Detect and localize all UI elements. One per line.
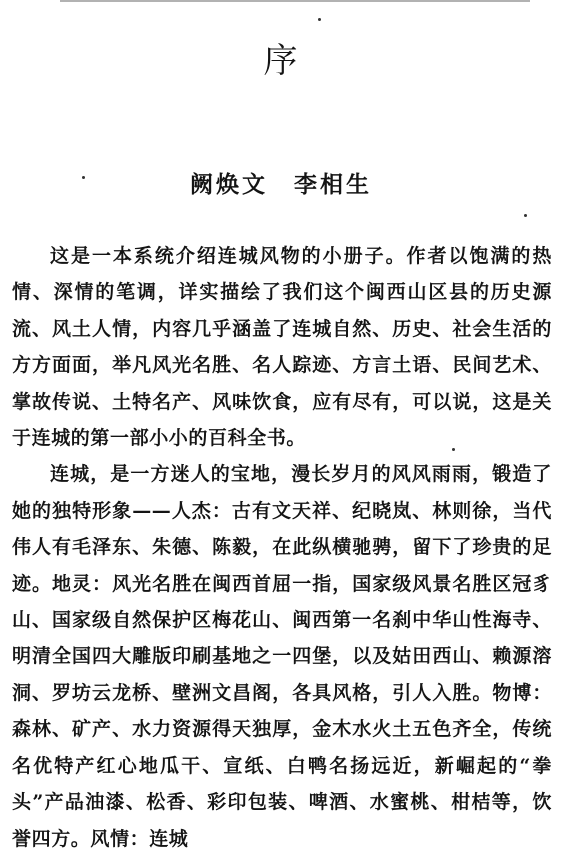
author-line (190, 166, 372, 199)
preface-title: 序 (263, 40, 300, 81)
scan-speck (318, 18, 321, 21)
paragraph: 连城，是一方迷人的宝地，漫长岁月的风风雨雨，锻造了她的独特形象——人杰：古有文天祥、纪晓岚、林则徐，当代伟人有毛泽东、朱德、陈毅，在此纵横驰骋，留下了珍贵的足迹。地灵：风光名胜在闽西首屈一指，国家级风景名胜区冠豸山、国家级自然保护区梅花山、闽西第一名刹中华山性海寺、明清全国四大雕版印刷基地之一四堡，以及姑田西山、赖源溶洞、罗坊云龙桥、壁洲文昌阁，各具风格，引人入胜。物博：森林、矿产、水力资源得天独厚，金木水火土五色齐全，传统名优特产红心地瓜干、宣纸、白鸭名扬远近，新崛起的“拳头”产品油漆、松香、彩印包装、啤酒、水蜜桃、柑桔等，饮誉四方。风情：连城 (12, 463, 552, 850)
preface-body (12, 238, 552, 857)
paragraph: 这是一本系统介绍连城风物的小册子。作者以饱满的热情、深情的笔调，详实描绘了我们这个闽西山区县的历史源流、风土人情，内容几乎涵盖了连城自然、历史、社会生活的方方面面，举凡风光名胜、名人踪迹、方言土语、民间艺术、掌故传说、土特名产、风味饮食，应有尽有，可以说，这是关于连城的第一部小小的百科全书。 (12, 245, 552, 450)
top-edge-rule (60, 0, 530, 6)
scan-speck (82, 176, 85, 179)
author-name: 阙焕文 (190, 171, 268, 198)
author-name: 李相生 (294, 171, 372, 198)
scan-speck (452, 448, 455, 451)
scan-speck (524, 214, 527, 217)
